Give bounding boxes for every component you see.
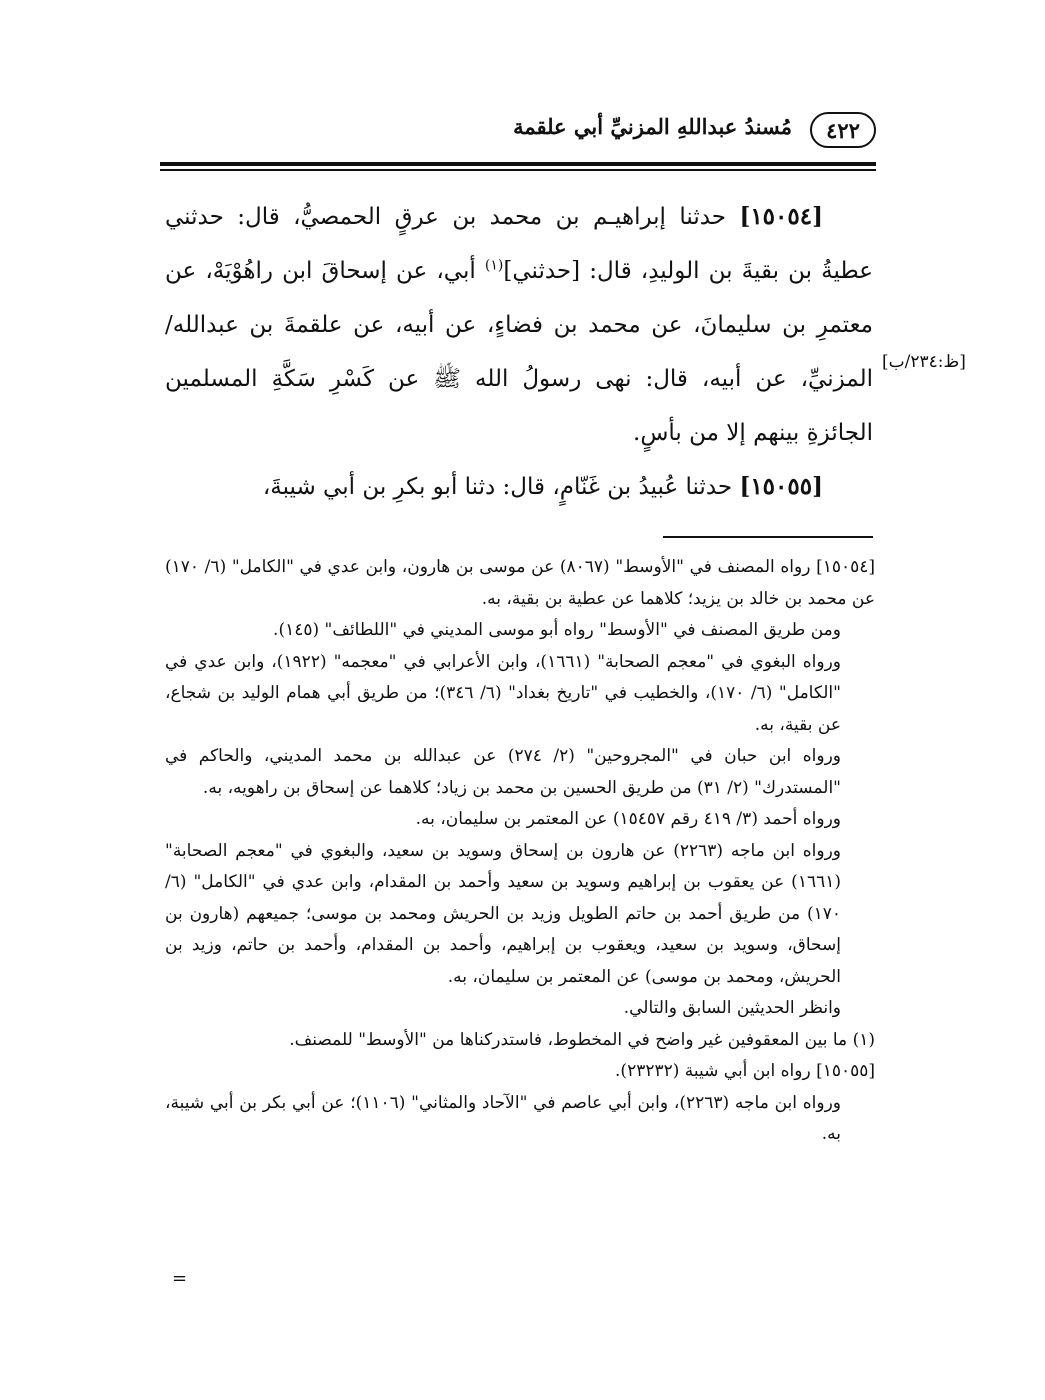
note-number: [١٥٠٥٥] — [816, 1061, 875, 1081]
header-rule-thick — [160, 162, 876, 166]
footnote-separator — [663, 536, 873, 538]
note-15054-intro — [165, 552, 875, 615]
note-text: رواه المصنف في "الأوسط" (٨٠٦٧) عن موسى بن هارون، وابن عدي في "الكامل" (٦/ ١٧٠) عن محمد بن خالد بن يزيد؛ كلاهما عن عطية بن بقية، به. — [165, 557, 875, 609]
note-paragraph: ومن طريق المصنف في "الأوسط" رواه أبو موسى المديني في "اللطائف" (١٤٥). — [273, 620, 841, 640]
footnotes — [165, 552, 875, 1151]
note-paragraph: ورواه ابن حبان في "المجروحين" (٢/ ٢٧٤) عن عبدالله بن محمد المديني، والحاكم في "المستدرك" (٢/ ٣١) من طريق الحسين بن محمد بن زياد؛ كلاهما عن إسحاق بن راهويه، به. — [165, 746, 841, 798]
note-paragraph: وانظر الحديثين السابق والتالي. — [623, 998, 841, 1018]
hadith-15054 — [165, 190, 873, 460]
note-15055-intro — [165, 1056, 875, 1088]
note-paragraph: ورواه ابن ماجه (٢٢٦٣)، وابن أبي عاصم في "الآحاد والمثاني" (١١٠٦)؛ عن أبي بكر بن أبي شيبة، به. — [165, 1092, 841, 1144]
footnote-1 — [165, 1025, 875, 1057]
note-paragraph: ورواه البغوي في "معجم الصحابة" (١٦٦١)، وابن الأعرابي في "معجمه" (١٩٢٢)، وابن عدي في "الكامل" (٦/ ١٧٠)، والخطيب في "تاريخ بغداد" (٦/ ٣٤٦)؛ من طريق أبي همام الوليد بن شجاع، عن بقية، به. — [165, 651, 842, 735]
note-paragraph: ورواه أحمد (٣/ ٤١٩ رقم ١٥٤٥٧) عن المعتمر بن سليمان، به. — [415, 809, 841, 829]
hadith-text: حدثنا عُبيدُ بن غَنّامٍ، قال: دثنا أبو بكرِ بن أبي شيبةَ، — [262, 474, 740, 500]
footnote-text: ما بين المعقوفين غير واضح في المخطوط، فاستدركناها من "الأوسط" للمصنف. — [289, 1029, 853, 1050]
hadith-number: [١٥٠٥٥] — [739, 473, 823, 500]
running-title: مُسندُ عبداللهِ المزنيِّ أبي علقمة — [513, 114, 792, 139]
hadith-text-cont: أبي، عن إسحاقَ ابن راهُوْيَهْ، عن معتمرِ بن سليمانَ، عن محمد بن فضاءٍ، عن أبيه، عن علقمةَ بن عبدالله/ المزنيِّ، عن أبيه، قال: نهى رسولُ الله ﷺ عن كَسْرِ سَكَّةِ المسلمين الجائزةِ بينهم إلا من بأسٍ. — [165, 258, 873, 446]
note-text: رواه ابن أبي شيبة (٢٣٢٣٢). — [615, 1061, 817, 1081]
main-text — [165, 190, 873, 514]
note-paragraph: ورواه ابن ماجه (٢٢٦٣) عن هارون بن إسحاق وسويد بن سعيد، والبغوي في "معجم الصحابة" (١٦٦١) عن يعقوب بن إبراهيم وسويد بن سعيد وأحمد بن المقدام، وابن عدي في "الكامل" (٦/ ١٧٠) من طريق أحمد بن حاتم الطويل وزيد بن الحريش ومحمد بن موسى؛ جميعهم (هارون بن إسحاق، وسويد بن سعيد، ويعقوب بن إبراهيم، وأحمد بن المقدام، وأحمد بن حاتم، وزيد بن الحريش، ومحمد بن موسى) عن المعتمر بن سليمان، به. — [165, 840, 841, 987]
footnote-mark: (١) — [852, 1029, 875, 1050]
page-number: ٤٢٢ — [810, 112, 876, 148]
hadith-number: [١٥٠٥٤] — [739, 203, 823, 230]
continuation-mark: = — [172, 1268, 188, 1289]
page-header — [160, 112, 876, 156]
manuscript-folio-note: [ظ:٢٣٤/ب] — [882, 352, 966, 372]
footnote-ref[interactable]: (١) — [484, 257, 504, 274]
hadith-15055 — [165, 460, 873, 514]
header-rule-thin — [160, 169, 876, 171]
note-number: [١٥٠٥٤] — [816, 557, 875, 577]
hadith-text: حدثنا إبراهيـم بن محمد بن عرقٍ الحمصيُّ، قال: حدثني عطيةُ بن بقيةَ بن الوليدِ، قال: [حدثني] — [165, 204, 873, 284]
